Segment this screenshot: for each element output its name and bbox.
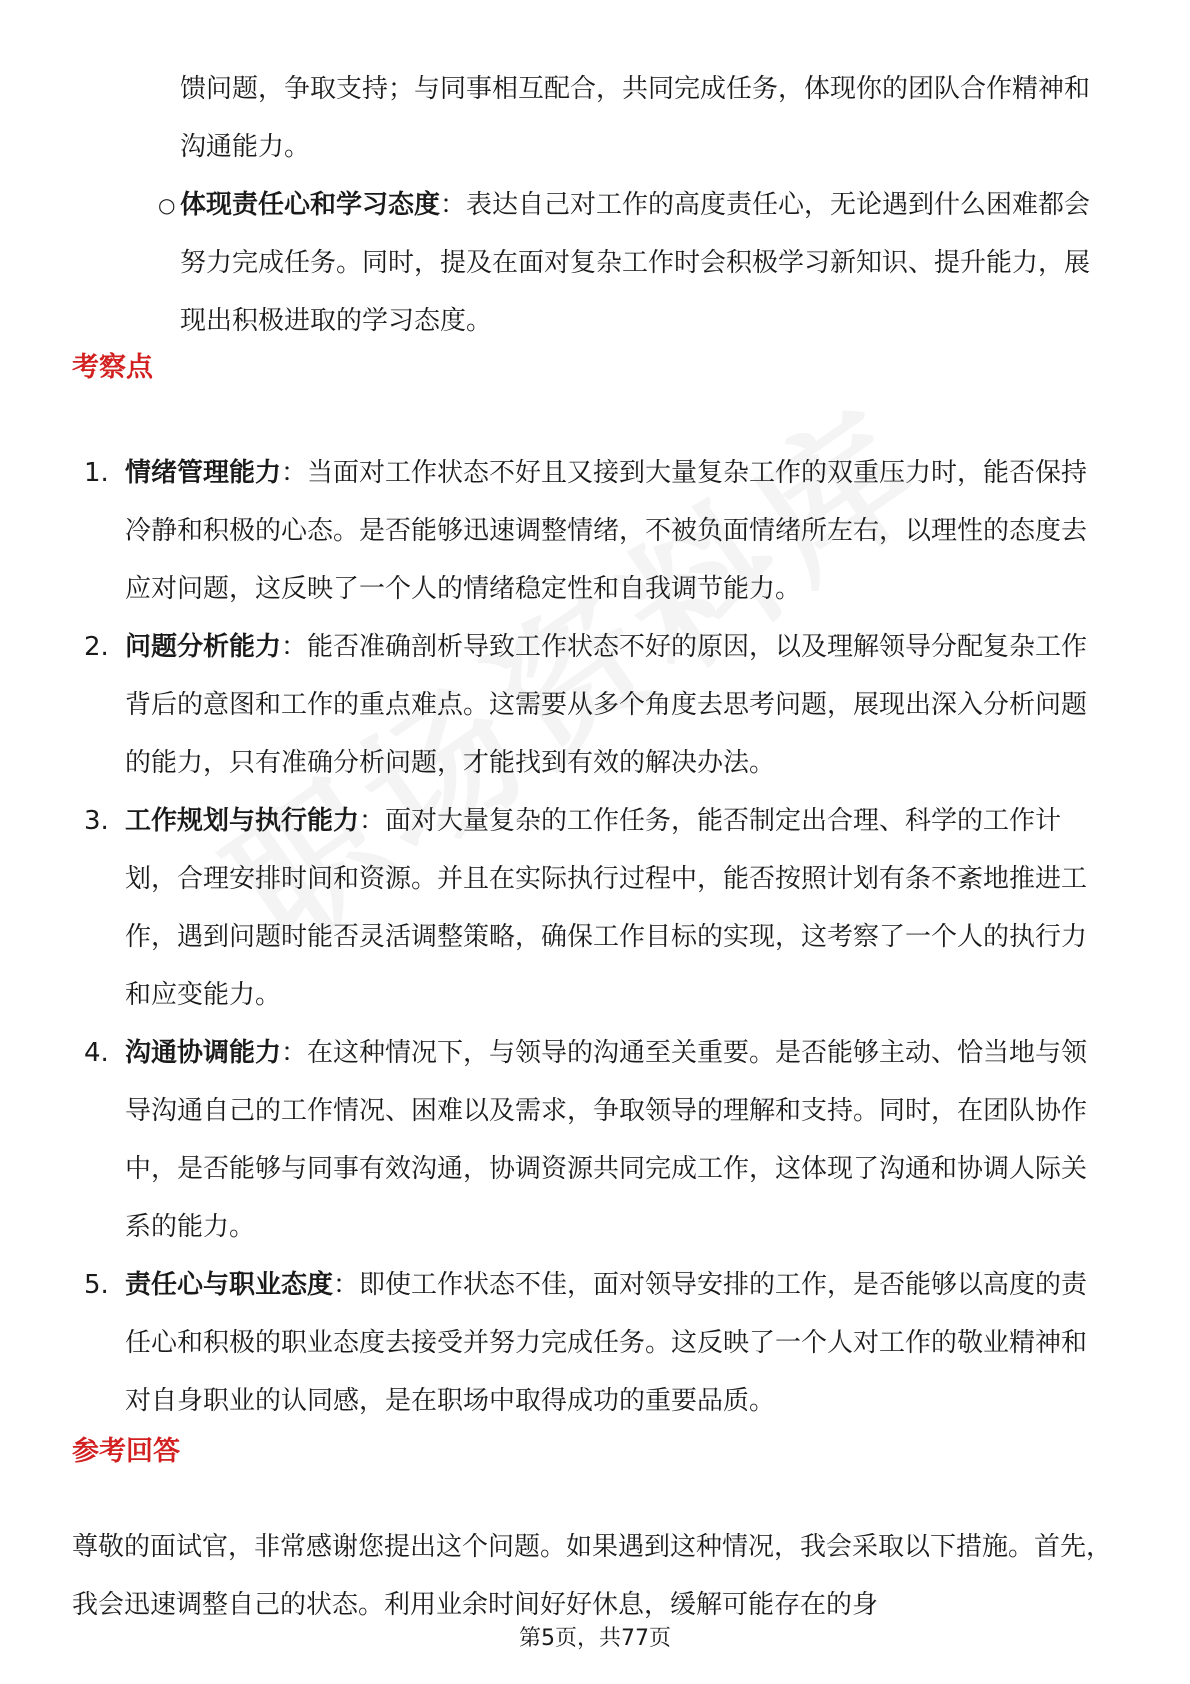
list-item-number: 1. (84, 458, 109, 488)
list-item-term: 责任心与职业态度 (125, 1270, 334, 1300)
list-item-number: 4. (84, 1038, 109, 1068)
list-item-number: 2. (84, 632, 109, 662)
list-item-text: ：面对大量复杂的工作任务，能否制定出合理、科学的工作计划，合理安排时间和资源。并且在实际执行过程中，能否按照计划有条不紊地推进工作，遇到问题时能否灵活调整策略，确保工作目标的实现，这考察了一个人的执行力和应变能力。 (125, 806, 1088, 1010)
hollow-circle-bullet-icon: ○ (158, 193, 176, 217)
list-item-number: 3. (84, 806, 109, 836)
list-item-number: 5. (84, 1270, 109, 1300)
list-item (72, 618, 1112, 792)
list-item (72, 1024, 1112, 1256)
list-item-term: 工作规划与执行能力 (125, 806, 360, 836)
list-item-term: 沟通协调能力 (125, 1038, 282, 1068)
list-item-text: ：即使工作状态不佳，面对领导安排的工作，是否能够以高度的责任心和积极的职业态度去接受并努力完成任务。这反映了一个人对工作的敬业精神和对自身职业的认同感，是在职场中取得成功的重要品质。 (125, 1270, 1088, 1416)
sub-bullet-term: 体现责任心和学习态度 (180, 190, 441, 220)
list-item (72, 444, 1112, 618)
intro-continuation: 馈问题，争取支持；与同事相互配合，共同完成任务，体现你的团队合作精神和沟通能力。 (180, 74, 1091, 162)
list-item-term: 问题分析能力 (125, 632, 282, 662)
list-item-term: 情绪管理能力 (125, 458, 282, 488)
sub-bullet-paragraph (180, 176, 1110, 350)
assessment-list (72, 444, 1112, 1430)
list-item-text: ：能否准确剖析导致工作状态不好的原因，以及理解领导分配复杂工作背后的意图和工作的重点难点。这需要从多个角度去思考问题，展现出深入分析问题的能力，只有准确分析问题，才能找到有效的解决办法。 (125, 632, 1088, 778)
answer-paragraph: 尊敬的面试官，非常感谢您提出这个问题。如果遇到这种情况，我会采取以下措施。首先，我会迅速调整自己的状态。利用业余时间好好休息，缓解可能存在的身 (72, 1532, 1113, 1620)
section-heading-answer: 参考回答 (72, 1436, 180, 1467)
section-heading-assessment: 考察点 (72, 352, 153, 383)
page-footer: 第5页，共77页 (519, 1626, 671, 1651)
list-item (72, 1256, 1112, 1430)
list-item-text: ：在这种情况下，与领导的沟通至关重要。是否能够主动、恰当地与领导沟通自己的工作情况、困难以及需求，争取领导的理解和支持。同时，在团队协作中，是否能够与同事有效沟通，协调资源共同完成工作，这体现了沟通和协调人际关系的能力。 (125, 1038, 1088, 1242)
sub-bullet-item (158, 176, 1110, 350)
list-item (72, 792, 1112, 1024)
sub-bullet-text: ：表达自己对工作的高度责任心，无论遇到什么困难都会努力完成任务。同时，提及在面对复杂工作时会积极学习新知识、提升能力，展现出积极进取的学习态度。 (180, 190, 1091, 336)
list-item-text: ：当面对工作状态不好且又接到大量复杂工作的双重压力时，能否保持冷静和积极的心态。是否能够迅速调整情绪，不被负面情绪所左右，以理性的态度去应对问题，这反映了一个人的情绪稳定性和自我调节能力。 (125, 458, 1088, 604)
